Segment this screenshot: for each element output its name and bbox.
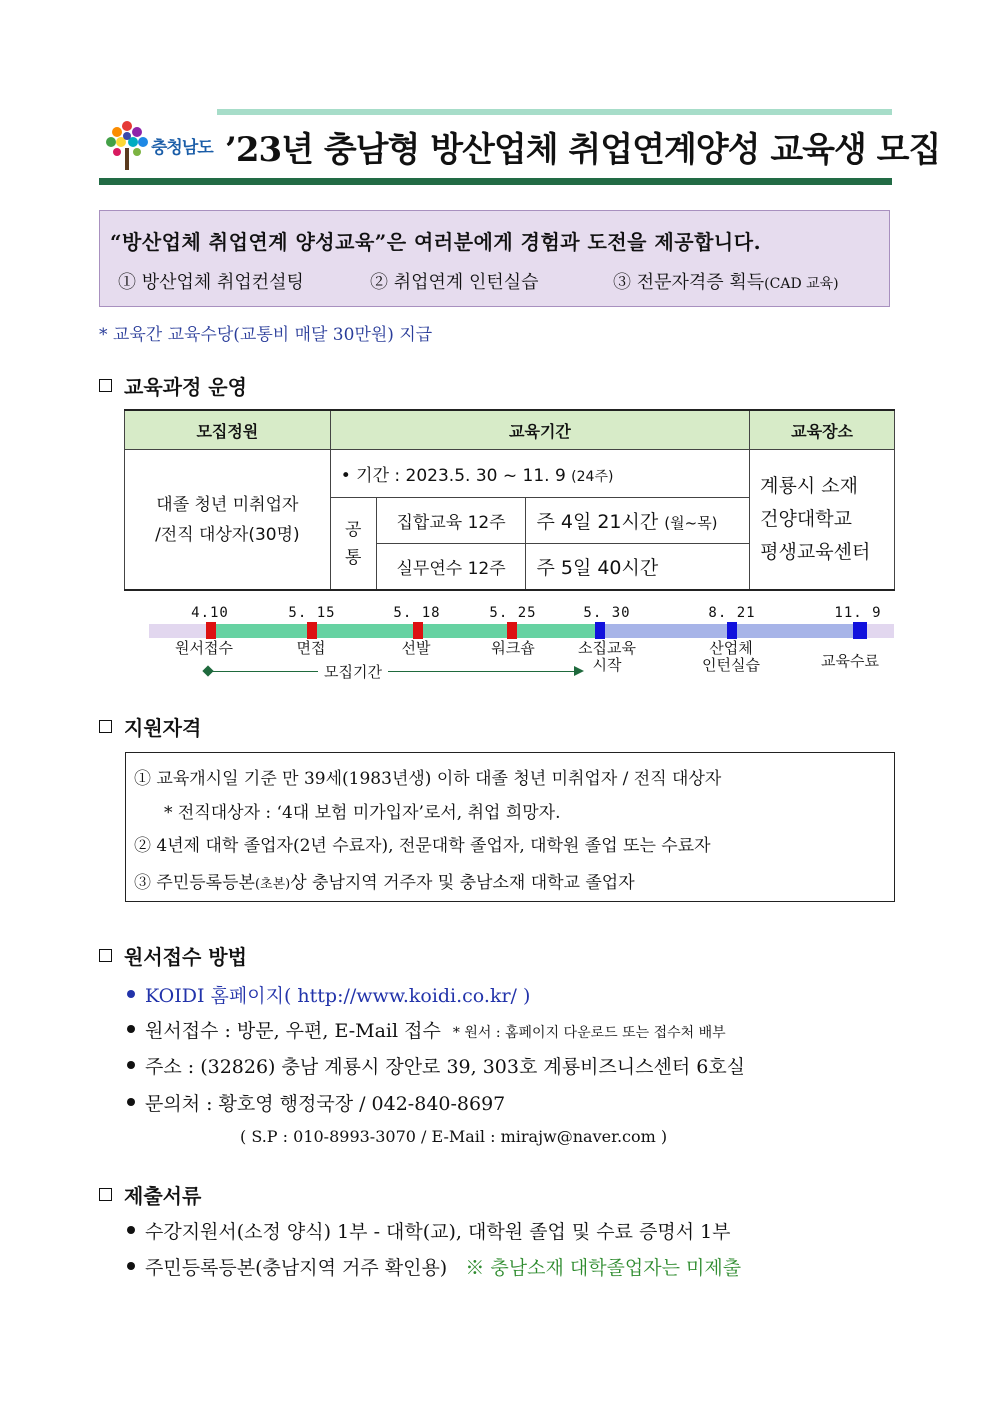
timeline-label-internship [702,640,760,674]
group-education-days: (월~목) [664,514,718,532]
recruit-period-label: 모집기간 [318,661,388,682]
timeline-label-interview: 면접 [296,639,326,657]
section-heading-course [99,371,247,400]
eligibility-item-1: ① 교육개시일 기준 만 39세(1983년생) 이하 대졸 청년 미취업자 / 전직 대상자 [134,769,722,789]
timeline-date: 5. 25 [489,605,537,621]
timeline-date: 5. 18 [393,605,441,621]
table-header-row [125,410,895,450]
bullet-dot-icon [127,1098,135,1106]
title-underline [99,178,892,185]
bullet-dot-icon [127,1061,135,1069]
period-weeks: (24주) [571,469,614,485]
timeline-label-start-line1: 소집교육 [578,639,636,657]
timeline-date: 8. 21 [708,605,756,621]
place-line3: 평생교육센터 [760,541,871,563]
col-place: 교육장소 [750,410,895,450]
recruit-line2: /전직 대상자(30명) [155,524,300,545]
col-recruit: 모집정원 [125,410,331,450]
recruit-line1: 대졸 청년 미취업자 [156,494,299,515]
section-heading-course-text: 교육과정 운영 [124,375,247,399]
apply-method-note: * 원서 : 홈페이지 다운로드 또는 접수처 배부 [452,1025,726,1041]
eligibility-item-3 [134,868,635,893]
timeline-label-internship-line2: 인턴실습 [702,656,760,674]
intro-item-certificate [613,268,839,294]
diamond-start-icon [202,665,213,676]
section-heading-documents-text: 제출서류 [124,1184,202,1208]
logo-text: 충청남도 [151,137,213,158]
arrow-right-icon [574,666,584,676]
section-heading-apply [99,941,247,970]
tree-logo-icon [105,118,149,172]
intro-item-certificate-main: ③ 전문자격증 획득 [613,272,765,293]
bullet-dot-icon [127,990,135,998]
place-line2: 건양대학교 [760,508,852,530]
timeline-marker-start [595,622,605,639]
intro-headline: “방산업체 취업연계 양성교육”은 여러분에게 경험과 도전을 제공합니다. [110,230,762,254]
document-item-2 [127,1253,741,1280]
eligibility-item-2: ② 4년제 대학 졸업자(2년 수료자), 전문대학 졸업자, 대학원 졸업 또는 수료자 [134,836,711,856]
timeline-marker-interview [307,622,317,639]
apply-contact-text: 문의처 : 황호영 행정국장 / 042-840-8697 [145,1093,506,1115]
intro-item-internship: ② 취업연계 인턴실습 [370,272,539,293]
section-heading-eligibility [99,712,201,741]
square-bullet-icon [99,379,112,392]
practical-training-value: 주 5일 40시간 [526,544,750,591]
intro-item-certificate-small: (CAD 교육) [764,276,839,292]
apply-address-text: 주소 : (32826) 충남 계룡시 장안로 39, 303호 계룡비즈니스센터 6호실 [145,1056,746,1078]
timeline-label-internship-line1: 산업체 [709,639,753,657]
col-period: 교육기간 [330,410,749,450]
intro-item-consulting: ① 방산업체 취업컨설팅 [118,272,304,293]
place-line1: 계룡시 소재 [760,475,858,497]
apply-method-text: 원서접수 : 방문, 우편, E-Mail 접수 [145,1020,441,1042]
section-heading-eligibility-text: 지원자격 [124,716,202,740]
timeline-date: 4.10 [191,605,229,621]
chungnam-logo [105,116,217,174]
document-item-2-text: 주민등록등본(충남지역 거주 확인용) [145,1257,448,1279]
document-item-1-text: 수강지원서(소정 양식) 1부 - 대학(교), 대학원 졸업 및 수료 증명서 1부 [145,1221,731,1243]
table-row [125,450,895,498]
section-heading-documents [99,1180,201,1209]
apply-contact-sub: ( S.P : 010-8993-3070 / E-Mail : mirajw@naver.com ) [240,1127,668,1146]
apply-contact [127,1089,505,1116]
timeline-date: 5. 15 [288,605,336,621]
timeline-label-application: 원서접수 [175,639,233,657]
timeline-label-workshop: 워크숍 [491,639,535,657]
bullet-dot-icon [127,1025,135,1033]
group-education-value [526,498,750,544]
page-title: ’23년 충남형 방산업체 취업연계양성 교육생 모집 [225,130,941,170]
eligibility-item-1-note: * 전직대상자 : ‘4대 보험 미가입자’로서, 취업 희망자. [164,803,561,823]
timeline-marker-completion [853,622,867,639]
period-cell [330,450,749,498]
timeline-label-selection: 선발 [401,639,431,657]
timeline-marker-selection [413,622,423,639]
practical-training-label: 실무연수 12주 [376,544,526,591]
eligibility-item-3-post: 상 충남지역 거주자 및 충남소재 대학교 졸업자 [290,873,635,893]
timeline-label-completion: 교육수료 [821,652,879,670]
square-bullet-icon [99,720,112,733]
homepage-link[interactable]: KOIDI 홈페이지( http://www.koidi.co.kr/ ) [145,985,531,1007]
recruit-cell [125,450,331,591]
eligibility-item-3-pre: ③ 주민등록등본 [134,873,255,893]
timeline-date: 5. 30 [583,605,631,621]
group-education-label: 집합교육 12주 [376,498,526,544]
section-heading-apply-text: 원서접수 방법 [124,945,247,969]
group-education-hours: 주 4일 21시간 [536,511,659,533]
timeline-label-start-line2: 시작 [592,656,622,674]
document-item-2-note: ※ 충남소재 대학졸업자는 미제출 [465,1257,742,1279]
apply-address [127,1052,745,1079]
common-char2: 통 [344,547,362,568]
common-cell [330,498,376,591]
place-cell [750,450,895,591]
common-char1: 공 [344,519,362,540]
bullet-dot-icon [127,1226,135,1234]
timeline-recruit-phase [211,624,600,638]
timeline-date: 11. 9 [834,605,882,621]
timeline-marker-internship [727,622,737,639]
square-bullet-icon [99,949,112,962]
timeline-label-start [578,640,636,674]
document-item-1 [127,1217,731,1244]
timeline-marker-workshop [507,622,517,639]
timeline-marker-application [206,622,216,639]
header-top-bar [217,109,892,115]
allowance-note: * 교육간 교육수당(교통비 매달 30만원) 지급 [99,325,433,345]
recruit-period-arrow-line [209,671,581,672]
eligibility-item-3-small: (초본) [254,877,291,892]
bullet-dot-icon [127,1262,135,1270]
apply-homepage [127,981,530,1008]
period-range: • 기간 : 2023.5. 30 ~ 11. 9 [340,466,566,486]
apply-method [127,1016,726,1043]
square-bullet-icon [99,1188,112,1201]
course-table [124,409,895,591]
